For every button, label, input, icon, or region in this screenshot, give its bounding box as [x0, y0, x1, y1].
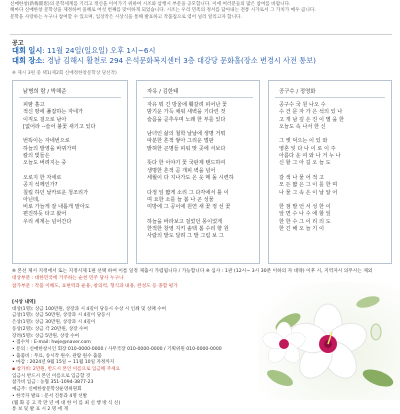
- date-key: 대회 일시: [12, 46, 43, 55]
- note-line: ※ 본선 제시 지정에서 또는 지정시제 1편 선택 하여 이름 일정 제출시 가렵됩니다 / 가능합니다 ※ 심사 : 1관 (12시~ 3시 30분 이하의 자 대략) 이후 시, 지역자시 의무시는 제외: [12, 269, 373, 274]
- prize-line: 금상(1명): 상금 50만원, 상장과 시 4길이 당등시: [12, 313, 111, 319]
- poem-line: 오로지 한 자세로: [23, 174, 62, 181]
- poem-line: 앞 면 수 나 수 에 할 잎: [279, 211, 331, 218]
- poem-line: 공구수 국 원 나오 수: [279, 102, 326, 108]
- contacts-line: • 문의 : 신매한창시인 회장 010-0000-0000 / 사무국장 010-0000-0000 / 기획위원 010-0000-0000: [12, 346, 222, 352]
- poem-line: 생명한 흔적 곧 개피 벽을 넘어: [147, 167, 216, 174]
- poem-line: 이직도 걸으로 남아: [23, 116, 67, 123]
- poem-title: 공구수 / 정영화: [279, 89, 316, 95]
- poem-line: [없어라 --슬어 불꽃 새기고 있다: [23, 123, 96, 130]
- note-line-red: 대상부분 : 대한민국에 거주하는 순천 민주 당사 누구나: [12, 276, 124, 282]
- date-line: [12, 46, 155, 55]
- poem-lines: [269, 102, 391, 233]
- poem-line: 모 든 짧 은 그 이 를 한 며: [279, 182, 338, 189]
- event-heading: ▪ 참가비: 2만원, 반드시 본인 이름으로 입금해 주세요: [12, 367, 121, 373]
- poem-line: 아름다 운 여 와 나 거 누 나: [279, 153, 341, 160]
- poem-line: 우리 세계는 넘어간다: [23, 218, 72, 225]
- prize-line: 대상(1명): 상금 100만원, 상장과 시 4길이 당등시 수상 시 인쇄 및 상패 수여: [12, 306, 167, 312]
- poem-line: 아닌데,: [23, 196, 40, 203]
- poem-lines: [13, 102, 127, 226]
- poem-line: 한적한 창영 지키 솔택 봄 수리 향 원: [147, 226, 229, 233]
- poem-line: 한 점 발 언 서 성 한 이: [279, 204, 331, 211]
- poem-line: 나 물 그 속 은 이 날 알 어: [279, 189, 338, 196]
- poem-line: 슬픔을 곧추우며 노래 한 부를 있다: [147, 116, 226, 123]
- intro-line: 문학을 사랑하는 누구나 참여할 수 있으며, 입상작은 시상식을 통해 발표하고 작품집으로 엮어 널리 알리고자 합니다.: [10, 14, 242, 20]
- place-line: [12, 56, 316, 65]
- place-value: : 경남 김해시 활천로 294 은석문화복지센터 3층 대강당 문화홀(장소 변경시 사전 통보): [42, 56, 316, 65]
- poem-line: 하늘의 발영을 바꿔가며: [23, 145, 77, 152]
- intro-text: [10, 2, 392, 21]
- poem-line: 갈 색 나 물 어 적 고: [279, 174, 324, 181]
- note-line-red: 참가부문 : 작품 이해도, 표현력과 운용, 창의력, 형식과 내용, 완성도 등 종합 평가: [12, 283, 178, 289]
- poem-line: 공지 석께인가?: [23, 182, 58, 189]
- notice-heading: 공고: [12, 40, 24, 47]
- poem-line: 칠킬 하던 날카로운 청조리가: [23, 189, 89, 196]
- poem-title: 자유 / 김한태: [147, 89, 179, 95]
- intro-line: 신매한창(新梅閑窓)의 문학세계를 기리고 정신을 이어가기 위하여 시조와 삼행시 부문을 공모합니다. 이에 여러분들의 많은 참여를 바랍니다.: [10, 2, 291, 7]
- poem-box-3: [268, 80, 392, 264]
- result-line: • 한국자 발표 : 문서 진통과 4명 선발: [12, 393, 88, 399]
- email-line: • 접수처 : E-mail: hwje@naver.com: [12, 340, 91, 346]
- result-line: 통 보 및 발 표 시 2 명 에 게: [12, 407, 69, 413]
- poem-line: 자유 뭐 긴 방울에 훼갈려 피어난 꽃: [147, 102, 228, 108]
- prize-heading: [시상 내역]: [12, 300, 36, 305]
- poem-line: 편진하듯 타고 왔어: [23, 211, 67, 218]
- poem-line: 피땀 흘고: [23, 102, 45, 108]
- poem-line: 미방에 그 공이에 원연 새 꽃 정 선 꽃: [147, 204, 231, 211]
- prize-line: 동상(2명): 상금 각 20만원, 상장 수여: [12, 326, 88, 332]
- fee-line: • 출품비 : 무료, 송시작 원수, 관람 원수 출품: [12, 353, 102, 359]
- award-details: [12, 300, 262, 414]
- prize-line: 은상(1명): 상금 30만원, 상장과 시 4길이: [12, 320, 96, 326]
- poem-line: 밤기운 가득 채워 새벽을 기다린 것: [147, 109, 226, 116]
- poem-line: 오늘도 속 나서 한 신: [279, 123, 326, 130]
- poem-box-2: [136, 80, 260, 264]
- deadline-line: • 마감 : 2024년 9월 15일 ~ 11월 10일 자정까지: [12, 360, 115, 366]
- poem-line: 적신 땅에 풀잡하는 자네가: [23, 109, 84, 116]
- poem-divider: [275, 97, 385, 98]
- result-line: (웹 화 공 고 작 만 년 에 대 한 이 를 최 신 행 방 식 신): [12, 400, 121, 406]
- poem-line: 고 개 남 깊 은 진 이 별 을 한: [279, 116, 344, 123]
- poem-line: 신 할 그 아 길 오 늘 도: [279, 160, 331, 167]
- poem-line: 그 옛 덕으는 이 있 와: [279, 138, 328, 145]
- poem-line: 한 긴 해 오 늘 기 이: [279, 226, 324, 233]
- poem-lines: [137, 102, 259, 241]
- poem-box-1: [12, 80, 128, 264]
- event-line: 참가비 입금 : 농협 351-1094-3877-23: [12, 380, 94, 386]
- event-line: 입금시 반드시 본인 이름으로 입금할 것: [12, 373, 91, 379]
- poem-line: 칼의 빛들은: [23, 153, 50, 160]
- poem-line: 세월이 다 지나가도 온 웃 메 돌 시련하: [147, 174, 234, 181]
- poem-line: 영혼 잊 다 나 이 로 이 주: [279, 145, 336, 152]
- poem-line: 하늘을 바라보고 걸었던 몽이었게: [147, 218, 223, 225]
- flower-illustration: [258, 282, 400, 400]
- date-value: : 11월 24일(일요일) 오후 1시~6시: [42, 46, 156, 55]
- poem-line: 따분한 흔적 쌓아 그리운 벌판: [147, 138, 214, 145]
- selection-note: ※ 제시 3편 중 택1(제2회 신매정한창문학상 당선작): [12, 71, 117, 76]
- poem-line: 번뜩이는 자네번으로: [23, 138, 70, 145]
- poem-line: 다정 잎 짧게 소리 그 다각에서 틀 이: [147, 189, 229, 196]
- prize-line: 장려(5명): 상금 5만원, 상장 수여: [12, 333, 80, 339]
- top-divider: [10, 34, 392, 35]
- poem-line: [23, 168, 121, 175]
- poem-line: 비로 가늘게 잘 내롭게 말아도: [23, 204, 90, 211]
- poem-line: 오늘도 버려지는 중: [23, 160, 67, 167]
- event-line: 예금주: 신매한창문학상운영위원회: [12, 387, 82, 393]
- poem-line: 사람의 밭도 달려 그 발 그림 보 그: [147, 233, 224, 240]
- poem-line: 밝혀한 곤명들 피워 맞 곳에 서보다: [147, 145, 226, 152]
- hibiscus-flower-icon: [258, 282, 400, 400]
- poem-line: 며 요한 소를 늘 봄 나 곤 성물: [147, 196, 214, 203]
- poem-line: 한 한 수 그 이 리 의 도: [279, 218, 331, 225]
- poem-divider: [19, 97, 121, 98]
- poem-title: 낡병희 람 / 박해준: [23, 89, 67, 95]
- poem-divider: [143, 97, 253, 98]
- poem-line: [147, 182, 253, 189]
- poem-line: 남녀인 삶의 철학 날날에 생명 거뭐: [147, 131, 226, 138]
- poem-line: [279, 168, 385, 175]
- intro-line: 해마다 신매한창 문학상을 제정하여 올해로 여섯 번째를 맞이하게 되었습니다. 시조는 우리 민족의 정서를 담아내는 전통 시가로서 그 가치가 매우 큽니다.: [10, 8, 316, 14]
- poem-line: [147, 211, 253, 218]
- poem-line: 뜻다 한 이야기 꽃 국판제 탠드하여: [147, 160, 226, 167]
- poem-line: 수 건 문 자 가 은 석의 있 나: [279, 109, 343, 116]
- place-key: 대회 장소: [12, 56, 43, 65]
